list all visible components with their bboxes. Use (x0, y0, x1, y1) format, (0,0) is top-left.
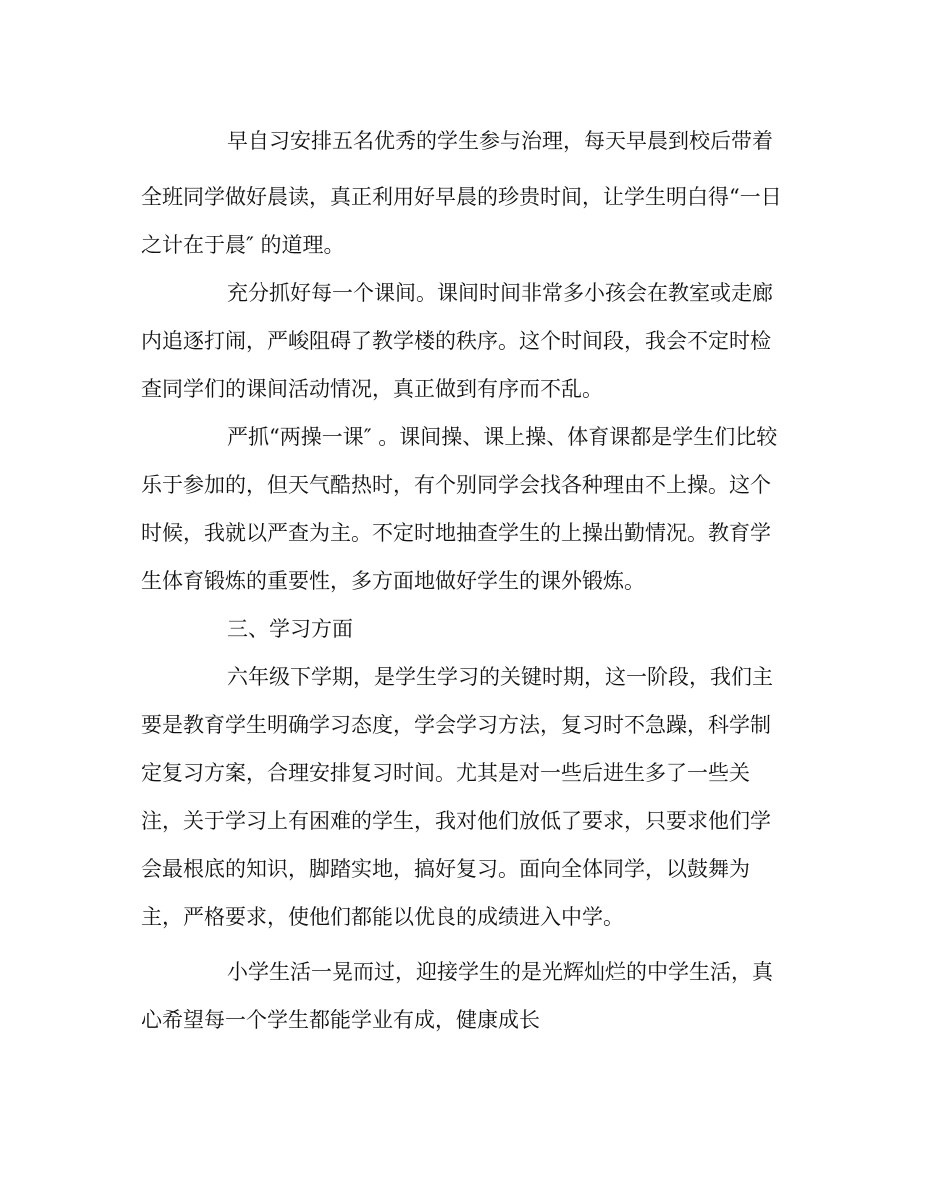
paragraph-3-line-4: 生体育锻炼的重要性，多方面地做好学生的课外锻炼。 (141, 569, 645, 593)
paragraph-1-line-3: 之计在于晨″ 的道理。 (141, 233, 345, 257)
paragraph-6-line-2: 心希望每一个学生都能学业有成，健康成长 (141, 1008, 540, 1032)
paragraph-5-line-1: 六年级下学期，是学生学习的关键时期，这一阶段，我们主 (227, 665, 773, 689)
paragraph-3-line-1: 严抓“两操一课″ 。课间操、课上操、体育课都是学生们比较 (227, 425, 778, 449)
paragraph-1-line-2: 全班同学做好晨读，真正利用好早晨的珍贵时间，让学生明白得“一日 (141, 185, 782, 209)
paragraph-1-line-1: 早自习安排五名优秀的学生参与治理，每天早晨到校后带着 (227, 129, 773, 153)
paragraph-2-line-2: 内追逐打闹，严峻阻碍了教学楼的秩序。这个时间段，我会不定时检 (141, 329, 771, 353)
section-heading: 三、学习方面 (227, 617, 353, 641)
paragraph-2-line-1: 充分抓好每一个课间。课间时间非常多小孩会在教室或走廊 (227, 281, 773, 305)
paragraph-3-line-2: 乐于参加的，但天气酷热时，有个别同学会找各种理由不上操。这个 (141, 473, 771, 497)
paragraph-6-line-1: 小学生活一晃而过，迎接学生的是光辉灿烂的中学生活，真 (227, 960, 773, 984)
paragraph-5-line-6: 主，严格要求，使他们都能以优良的成绩进入中学。 (141, 905, 624, 929)
paragraph-5-line-4: 注，关于学习上有困难的学生，我对他们放低了要求，只要求他们学 (141, 809, 771, 833)
paragraph-5-line-5: 会最根底的知识，脚踏实地，搞好复习。面向全体同学，以鼓舞为 (141, 857, 750, 881)
paragraph-2-line-3: 查同学们的课间活动情况，真正做到有序而不乱。 (141, 377, 603, 401)
paragraph-5-line-3: 定复习方案，合理安排复习时间。尤其是对一些后进生多了一些关 (141, 761, 750, 785)
paragraph-5-line-2: 要是教育学生明确学习态度，学会学习方法，复习时不急躁，科学制 (141, 713, 771, 737)
paragraph-3-line-3: 时候，我就以严查为主。不定时地抽查学生的上操出勤情况。教育学 (141, 521, 771, 545)
